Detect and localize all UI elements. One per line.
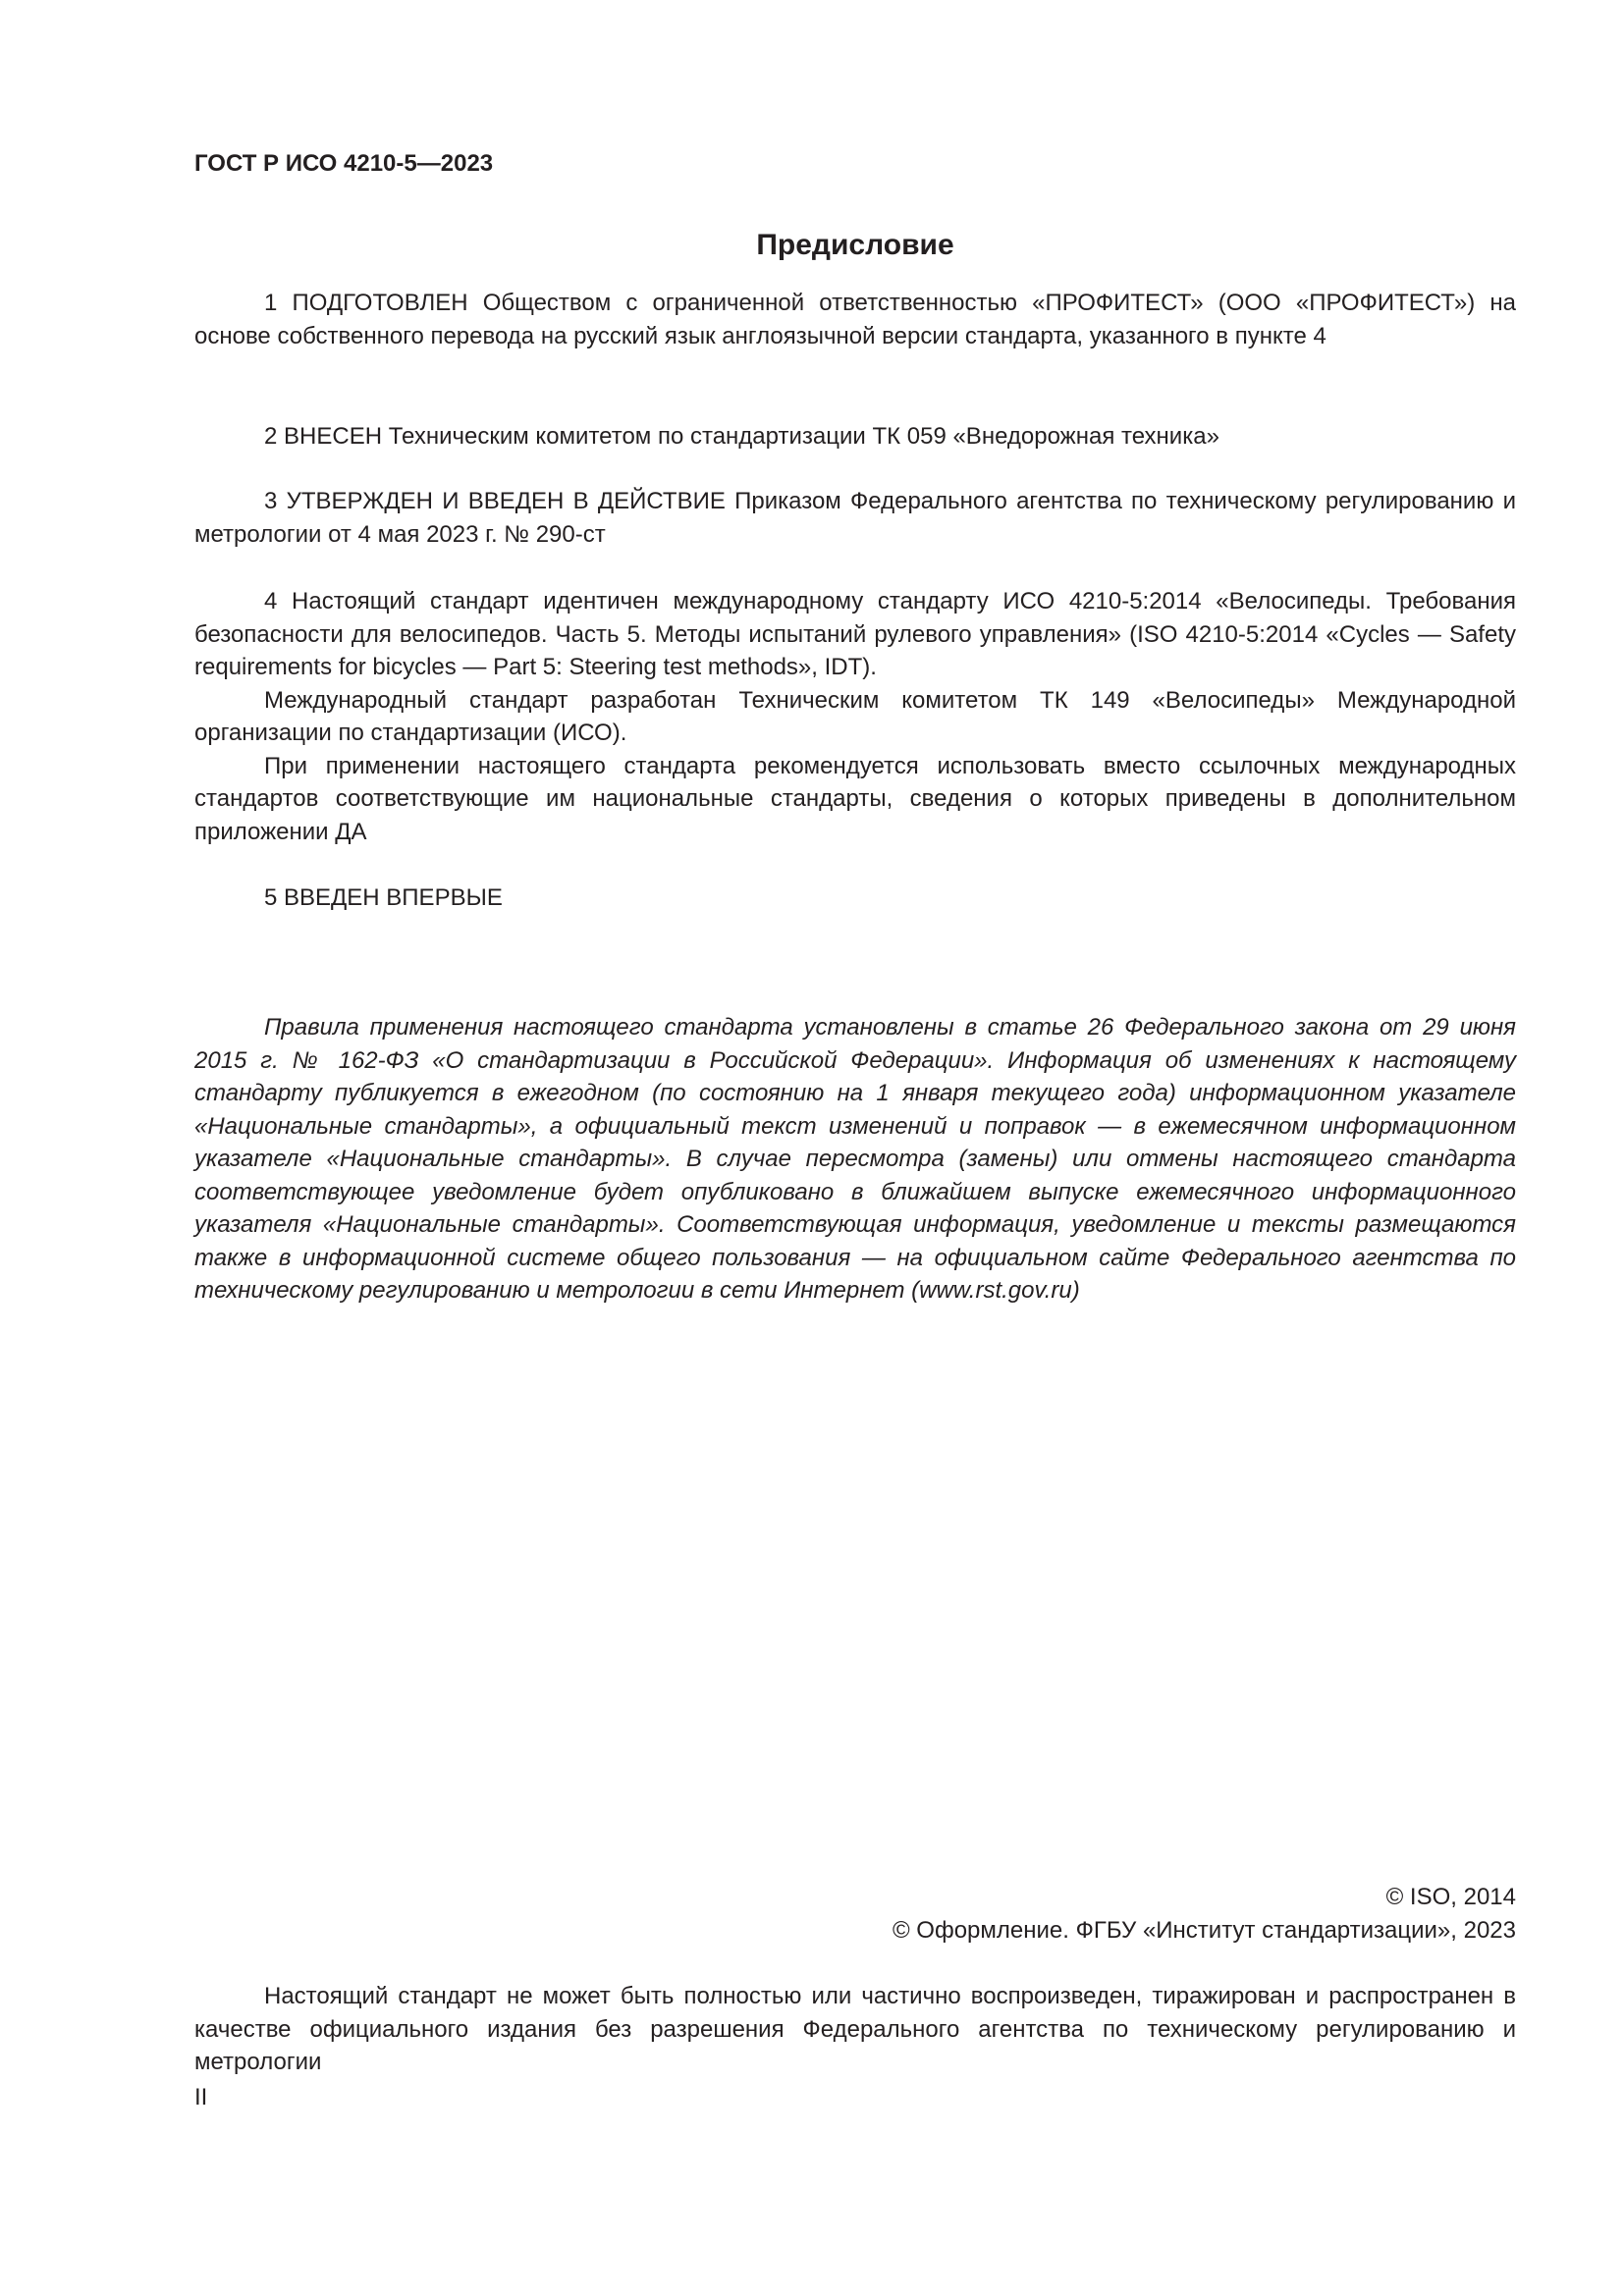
foreword-item-5	[194, 881, 1516, 915]
foreword-item-5-text: 5 ВВЕДЕН ВПЕРВЫЕ	[264, 884, 503, 911]
reproduction-restriction-text: Настоящий стандарт не может быть полностью или частично воспроизведен, тиражирован и распространен в качестве официального издания без разрешения Федерального агентства по техническому регулированию и метрологии	[194, 1983, 1516, 2075]
foreword-item-1	[194, 287, 1516, 352]
copyright-block	[194, 1881, 1516, 1947]
foreword-item-4-paragraph-2: Международный стандарт разработан Техническим комитетом ТК 149 «Велосипеды» Международной организации по стандартизации (ИСО).	[194, 686, 1516, 746]
foreword-item-3-text: 3 УТВЕРЖДЕН И ВВЕДЕН В ДЕЙСТВИЕ Приказом Федерального агентства по техническому регулированию и метрологии от 4 мая 2023 г. № 290-ст	[194, 488, 1516, 548]
foreword-item-3	[194, 485, 1516, 551]
foreword-item-1-text: 1 ПОДГОТОВЛЕН Обществом с ограниченной ответственностью «ПРОФИТЕСТ» (ООО «ПРОФИТЕСТ») на основе собственного перевода на русский язык англоязычной версии стандарта, указанного в пункте 4	[194, 290, 1516, 349]
reproduction-restriction	[194, 1980, 1516, 2079]
application-rules-notice-text: Правила применения настоящего стандарта установлены в статье 26 Федерального закона от 29 июня 2015 г. № 162-ФЗ «О стандартизации в Российской Федерации». Информация об изменениях к настоящему стандарту публикуется в ежегодном (по состоянию на 1 января текущего года) информационном указателе «Национальные стандарты», а официальный текст изменений и поправок — в ежемесячном информационном указателе «Национальные стандарты». В случае пересмотра (замены) или отмены настоящего стандарта соответствующее уведомление будет опубликовано в ближайшем выпуске ежемесячного информационного указателя «Национальные стандарты». Соответствующая информация, уведомление и тексты размещаются также в информационной системе общего пользования — на официальном сайте Федерального агентства по техническому регулированию и метрологии в сети Интернет (www.rst.gov.ru)	[194, 1014, 1516, 1304]
foreword-item-2	[194, 420, 1516, 454]
section-heading: Предисловие	[756, 229, 954, 261]
application-rules-notice	[194, 1011, 1516, 1308]
foreword-item-2-text: 2 ВНЕСЕН Техническим комитетом по стандартизации ТК 059 «Внедорожная техника»	[264, 423, 1219, 450]
page-number: II	[194, 2084, 208, 2110]
document-identifier: ГОСТ Р ИСО 4210-5—2023	[194, 150, 494, 177]
foreword-item-4-paragraph-3: При применении настоящего стандарта рекомендуется использовать вместо ссылочных международных стандартов соответствующие им национальные стандарты, сведения о которых приведены в дополнительном приложении ДА	[194, 752, 1516, 845]
foreword-item-4-paragraph-1: 4 Настоящий стандарт идентичен международному стандарту ИСО 4210-5:2014 «Велосипеды. Требования безопасности для велосипедов. Часть 5. Методы испытаний рулевого управления» (ISO 4210-5:2014 «Cycles — Safety requirements for bicycles — Part 5: Steering test methods», IDT).	[194, 588, 1516, 680]
copyright-iso: © ISO, 2014	[1385, 1884, 1516, 1910]
copyright-design: © Оформление. ФГБУ «Институт стандартизации», 2023	[892, 1916, 1516, 1944]
foreword-item-4	[194, 585, 1516, 848]
